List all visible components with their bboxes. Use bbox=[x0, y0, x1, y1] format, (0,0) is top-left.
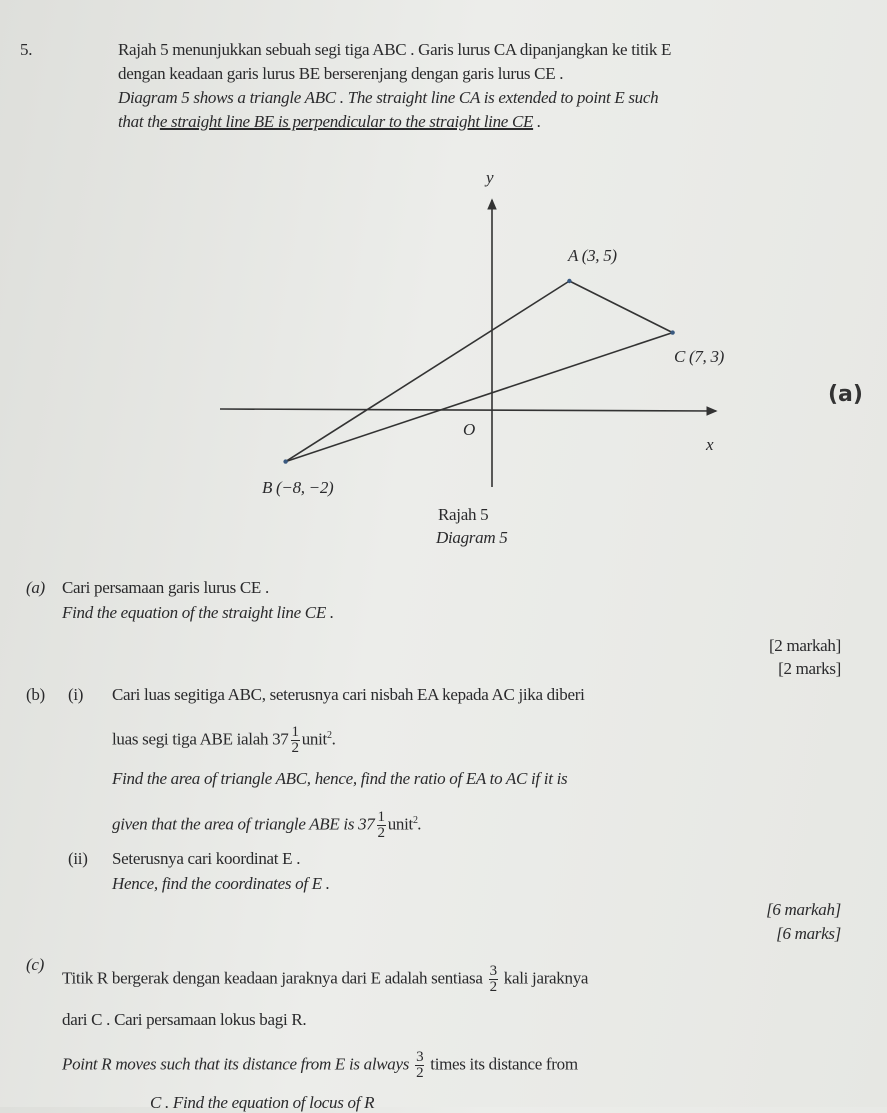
diagram-caption-malay: Rajah 5 bbox=[438, 505, 489, 524]
part-a-marks-malay bbox=[769, 636, 841, 656]
numerator: 3 bbox=[416, 1049, 424, 1065]
unit-exponent: 2 bbox=[412, 814, 418, 826]
intro-english-line2-end: . bbox=[533, 112, 542, 131]
text: Point R moves such that its distance from E is always bbox=[62, 1054, 410, 1074]
point-b-label: B (−8, −2) bbox=[262, 478, 334, 497]
part-a-malay: Cari persamaan garis lurus CE . bbox=[62, 578, 269, 597]
intro-english-line2-start: that th bbox=[118, 112, 160, 131]
origin-label: O bbox=[463, 420, 475, 439]
part-a-marks-english bbox=[778, 659, 841, 679]
marks-text: [2 marks] bbox=[778, 659, 841, 678]
fraction-three-halves bbox=[489, 964, 498, 995]
x-axis bbox=[220, 409, 716, 411]
period: . bbox=[331, 729, 336, 749]
fraction-half bbox=[291, 725, 300, 756]
y-axis-label: y bbox=[486, 168, 494, 187]
part-b-i-english-line2 bbox=[112, 810, 422, 841]
denominator: 2 bbox=[489, 979, 497, 995]
part-b-i-malay-line2 bbox=[112, 725, 336, 756]
denominator: 2 bbox=[416, 1065, 424, 1081]
part-b-marks-malay: [6 markah] bbox=[766, 900, 841, 919]
denominator: 2 bbox=[291, 740, 299, 756]
part-b-ii-english: Hence, find the coordinates of E . bbox=[112, 874, 330, 893]
part-b-i-malay-line1: Cari luas segitiga ABC, seterusnya cari nisbah EA kepada AC jika diberi bbox=[112, 685, 585, 704]
x-axis-label: x bbox=[706, 435, 714, 454]
text: kali jaraknya bbox=[503, 968, 589, 988]
unit: unit bbox=[387, 814, 413, 834]
triangle-abc bbox=[283, 279, 674, 464]
numerator: 1 bbox=[291, 724, 299, 740]
intro-malay-line2: dengan keadaan garis lurus BE berserenjang dengan garis lurus CE . bbox=[118, 64, 564, 83]
intro-english-line2-underlined: e straight line BE is perpendicular to the straight line CE bbox=[159, 112, 534, 131]
part-a-label: (a) bbox=[26, 578, 45, 597]
part-b-i-label: (i) bbox=[68, 685, 84, 704]
handwritten-note: (a) bbox=[828, 382, 863, 407]
part-b-label: (b) bbox=[26, 685, 45, 704]
side-cb bbox=[286, 333, 673, 462]
fraction-half bbox=[377, 810, 386, 841]
text: Titik R bergerak dengan keadaan jaraknya dari E adalah sentiasa bbox=[62, 968, 483, 988]
period: . bbox=[417, 814, 422, 834]
unit-exponent: 2 bbox=[326, 729, 332, 741]
part-b-i-english-line1: Find the area of triangle ABC, hence, find the ratio of EA to AC if it is bbox=[112, 769, 568, 788]
numerator: 1 bbox=[377, 809, 385, 825]
part-b-ii-label: (ii) bbox=[68, 849, 88, 868]
fraction-three-halves bbox=[415, 1050, 424, 1081]
side-ba bbox=[286, 281, 570, 462]
point-c-label: C (7, 3) bbox=[674, 347, 725, 366]
part-c-english-line2: C . Find the equation of locus of R bbox=[150, 1093, 375, 1112]
diagram-caption-english: Diagram 5 bbox=[436, 528, 508, 547]
text: times its distance from bbox=[430, 1054, 578, 1074]
part-c-english-line1 bbox=[62, 1050, 578, 1081]
question-number: 5. bbox=[20, 40, 33, 59]
side-ac bbox=[569, 281, 672, 333]
point-a-label: A (3, 5) bbox=[568, 246, 617, 265]
part-c-malay-line2: dari C . Cari persamaan lokus bagi R. bbox=[62, 1010, 307, 1029]
part-c-malay-line1 bbox=[62, 964, 588, 995]
text: given that the area of triangle ABE is 37 bbox=[112, 814, 375, 834]
numerator: 3 bbox=[489, 963, 497, 979]
intro-english-line1: Diagram 5 shows a triangle ABC . The straight line CA is extended to point E such bbox=[118, 88, 659, 107]
part-c-label: (c) bbox=[26, 955, 44, 974]
part-b-ii-malay: Seterusnya cari koordinat E . bbox=[112, 849, 301, 868]
unit: unit bbox=[301, 729, 327, 749]
point-a bbox=[567, 279, 571, 283]
denominator: 2 bbox=[377, 825, 385, 841]
intro-malay-line1: Rajah 5 menunjukkan sebuah segi tiga ABC . Garis lurus CA dipanjangkan ke titik E bbox=[118, 40, 672, 59]
part-a-english: Find the equation of the straight line CE . bbox=[62, 603, 334, 622]
text: luas segi tiga ABE ialah 37 bbox=[112, 729, 289, 749]
point-c bbox=[670, 330, 674, 334]
marks-text: [2 markah] bbox=[768, 636, 841, 655]
part-b-marks-english: [6 marks] bbox=[776, 924, 841, 943]
point-b bbox=[283, 459, 287, 463]
